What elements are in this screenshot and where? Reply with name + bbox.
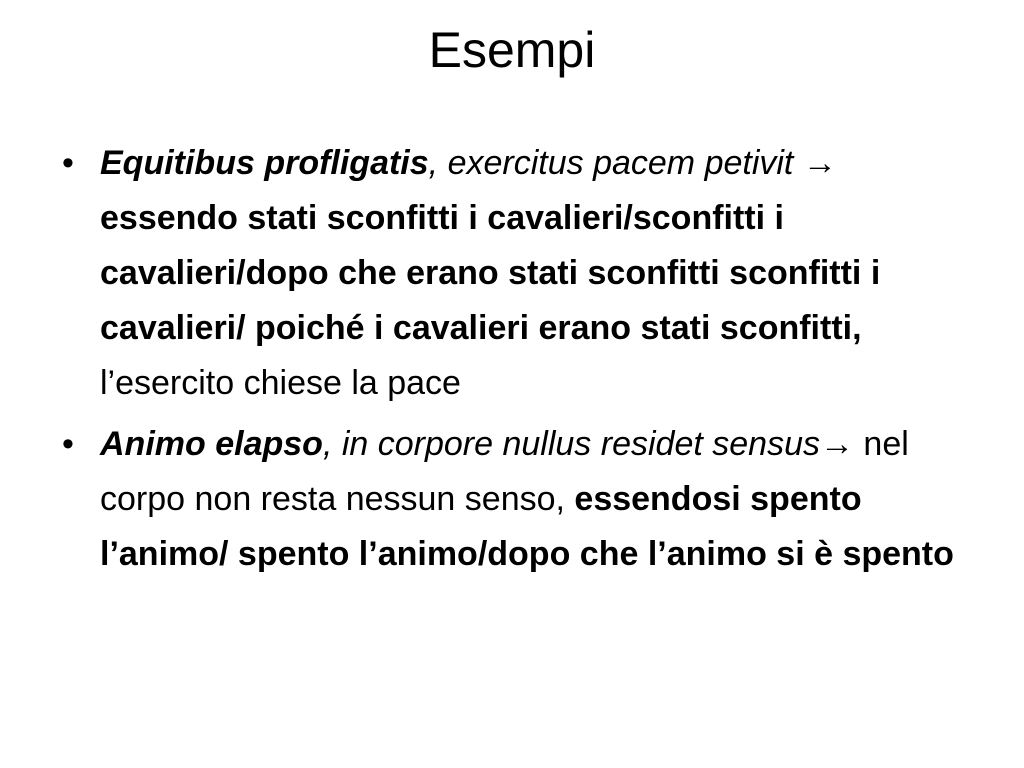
latin-comma: , (428, 144, 439, 182)
latin-phrase-bold: Animo elapso (100, 425, 323, 463)
slide-title: Esempi (428, 22, 596, 78)
translation-bold: essendo stati sconfitti i cavalieri/sconfitti i cavalieri/dopo che erano stati sconfitti sconfitti i cavalieri/ poiché i cavalieri erano stati sconfitti, (100, 199, 881, 347)
right-arrow-icon: → (802, 144, 837, 182)
latin-phrase-bold: Equitibus profligatis (100, 144, 429, 182)
bullet-dot-icon: • (62, 425, 74, 463)
translation-plain: l’esercito chiese la pace (100, 364, 461, 402)
translation-plain: nel corpo non resta nessun senso, (100, 425, 909, 518)
latin-comma: , (322, 425, 333, 463)
latin-phrase: exercitus pacem petivit (438, 144, 794, 182)
latin-phrase: in corpore nullus residet sensus (332, 425, 820, 463)
bullet-dot-icon: • (62, 144, 74, 182)
right-arrow-icon: → (819, 425, 854, 463)
bullet-item-2 (62, 417, 967, 582)
translation-bold: essendosi spento l’animo/ spento l’animo/dopo che l’animo si è spento (100, 480, 954, 573)
bullet-item-1 (62, 136, 967, 411)
bullet-list (62, 136, 967, 588)
